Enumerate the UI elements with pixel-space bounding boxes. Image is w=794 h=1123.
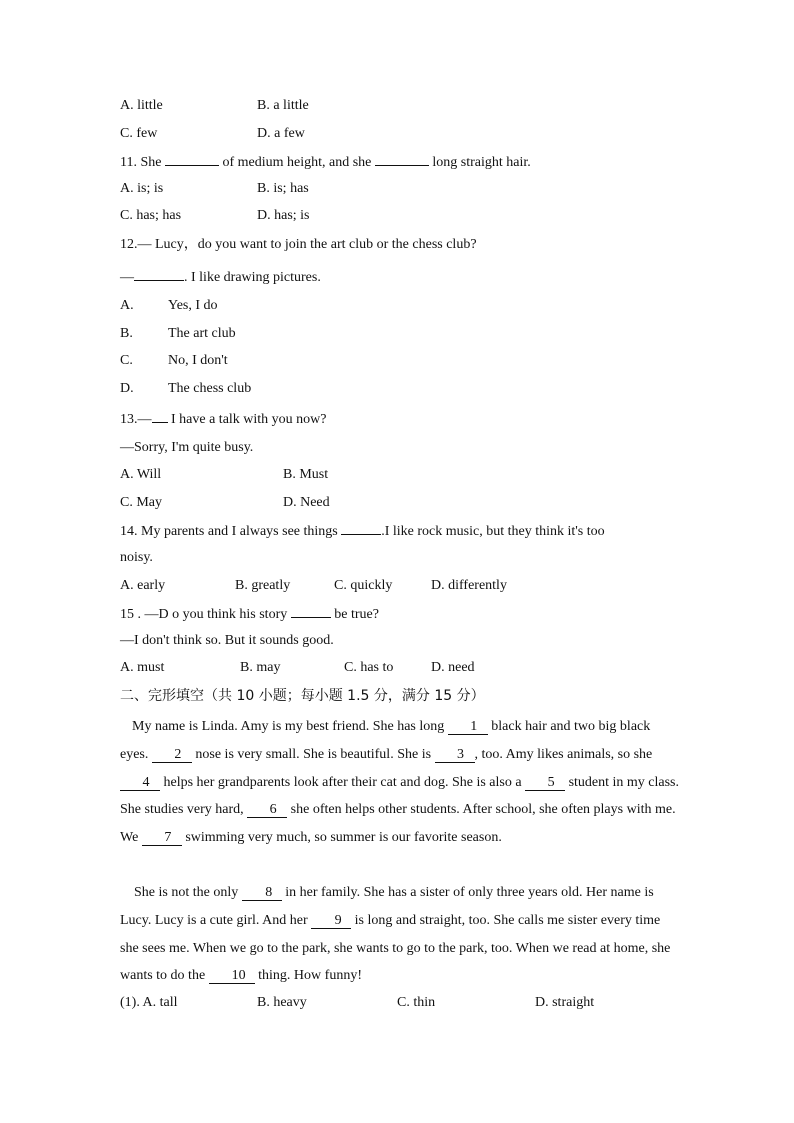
q13-option-a: A. Will — [120, 467, 162, 482]
cloze1-option-a: (1). A. tall — [120, 995, 178, 1010]
q13-blank — [152, 409, 168, 423]
q11-stem-part3: long straight hair. — [432, 155, 531, 170]
q11-blank-2 — [375, 152, 429, 166]
cloze-blank-3: 3 — [435, 748, 475, 763]
cloze-blank-6: 6 — [247, 803, 287, 818]
q11-option-d: D. has; is — [257, 208, 310, 223]
cloze1-option-d: D. straight — [535, 995, 595, 1010]
q15-stem — [120, 604, 379, 624]
q14-stem — [120, 521, 605, 541]
passage-text: , too. Amy likes animals, so she — [474, 746, 653, 762]
q12-option-a: Yes, I do — [168, 298, 218, 313]
q11-option-c: C. has; has — [120, 208, 182, 223]
passage-text: helps her grandparents look after their cat and dog. She is also a — [160, 774, 526, 790]
q14-option-c: C. quickly — [334, 578, 393, 593]
passage-text: black hair and two big black eyes. — [120, 719, 651, 762]
q12-blank — [134, 267, 184, 281]
q11-stem — [120, 152, 531, 172]
q13-option-b: B. Must — [283, 467, 329, 482]
q14-option-b: B. greatly — [235, 578, 291, 593]
q12-option-d-letter: D. — [120, 381, 134, 396]
q11-option-a: A. is; is — [120, 181, 164, 196]
passage-text: student in my class. She studies very hard, — [120, 774, 679, 818]
cloze-blank-4: 4 — [120, 776, 160, 791]
q12-option-d: The chess club — [168, 381, 252, 396]
cloze-blank-10: 10 — [209, 969, 255, 984]
q10-option-d: D. a few — [257, 126, 305, 141]
q12-reply-prefix: — — [120, 270, 134, 285]
q12-option-b-letter: B. — [120, 326, 133, 341]
cloze-blank-8: 8 — [242, 886, 282, 901]
q10-option-b: B. a little — [257, 98, 309, 113]
q14-blank — [341, 521, 381, 535]
q12-reply — [120, 267, 321, 287]
q15-option-d: D. need — [431, 660, 475, 675]
q14-option-d: D. differently — [431, 578, 507, 593]
q10-option-a: A. little — [120, 98, 163, 113]
q14-stem-part2: .I like rock music, but they think it's too — [381, 524, 605, 539]
passage-text: swimming very much, so summer is our favorite season. — [181, 830, 502, 846]
cloze-blank-7: 7 — [142, 831, 182, 846]
section-heading: 二、完形填空（共 10 小题；每小题 1.5 分，满分 15 分） — [120, 688, 485, 704]
passage-text: she often helps other students. After school, she often plays with me. We — [120, 802, 676, 846]
passage-text: is long and straight, too. She calls me sister every time she sees me. When we go to the park, she wants to go to the park, too. When we read at home, she wants to do the — [120, 912, 671, 984]
q15-blank — [291, 604, 331, 618]
cloze-blank-9: 9 — [311, 914, 351, 929]
cloze-blank-5: 5 — [525, 776, 565, 791]
cloze1-option-b: B. heavy — [257, 995, 307, 1010]
q15-stem-part2: be true? — [334, 607, 379, 622]
q10-option-c: C. few — [120, 126, 158, 141]
q15-option-a: A. must — [120, 660, 165, 675]
q12-option-b: The art club — [168, 326, 236, 341]
q14-stem-part1: 14. My parents and I always see things — [120, 524, 338, 539]
q15-reply: —I don't think so. But it sounds good. — [120, 633, 334, 648]
q12-option-c-letter: C. — [120, 353, 133, 368]
q11-stem-part2: of medium height, and she — [222, 155, 372, 170]
passage-text: She is not the only — [134, 885, 242, 900]
q11-stem-part1: 11. She — [120, 155, 162, 170]
passage-text: nose is very small. She is beautiful. She is — [191, 746, 435, 762]
passage-text: in her family. She has a sister of only three years old. Her name is Lucy. Lucy is a cute girl. And her — [120, 885, 654, 928]
q12-option-c: No, I don't — [168, 353, 228, 368]
q13-option-c: C. May — [120, 495, 162, 510]
cloze-blank-1: 1 — [448, 720, 488, 735]
q13-reply: —Sorry, I'm quite busy. — [120, 440, 254, 455]
passage-text: My name is Linda. Amy is my best friend. She has long — [132, 719, 448, 734]
q13-stem-suffix: I have a talk with you now? — [171, 412, 327, 427]
cloze1-option-c: C. thin — [397, 995, 436, 1010]
q13-option-d: D. Need — [283, 495, 330, 510]
passage-text: thing. How funny! — [254, 968, 362, 984]
q13-stem-prefix: 13.— — [120, 412, 152, 427]
q15-option-c: C. has to — [344, 660, 394, 675]
q11-blank-1 — [165, 152, 219, 166]
q12-stem: 12.— Lucy，do you want to join the art club or the chess club? — [120, 237, 477, 252]
passage-paragraph-1 — [120, 713, 680, 852]
q14-stem-cont: noisy. — [120, 550, 153, 565]
q15-option-b: B. may — [240, 660, 281, 675]
q12-reply-suffix: . I like drawing pictures. — [184, 270, 321, 285]
q12-option-a-letter: A. — [120, 298, 134, 313]
q13-stem — [120, 409, 327, 429]
q11-option-b: B. is; has — [257, 181, 309, 196]
q14-option-a: A. early — [120, 578, 166, 593]
cloze-blank-2: 2 — [152, 748, 192, 763]
q15-stem-part1: 15 . —D o you think his story — [120, 607, 288, 622]
passage-paragraph-2 — [120, 879, 680, 990]
